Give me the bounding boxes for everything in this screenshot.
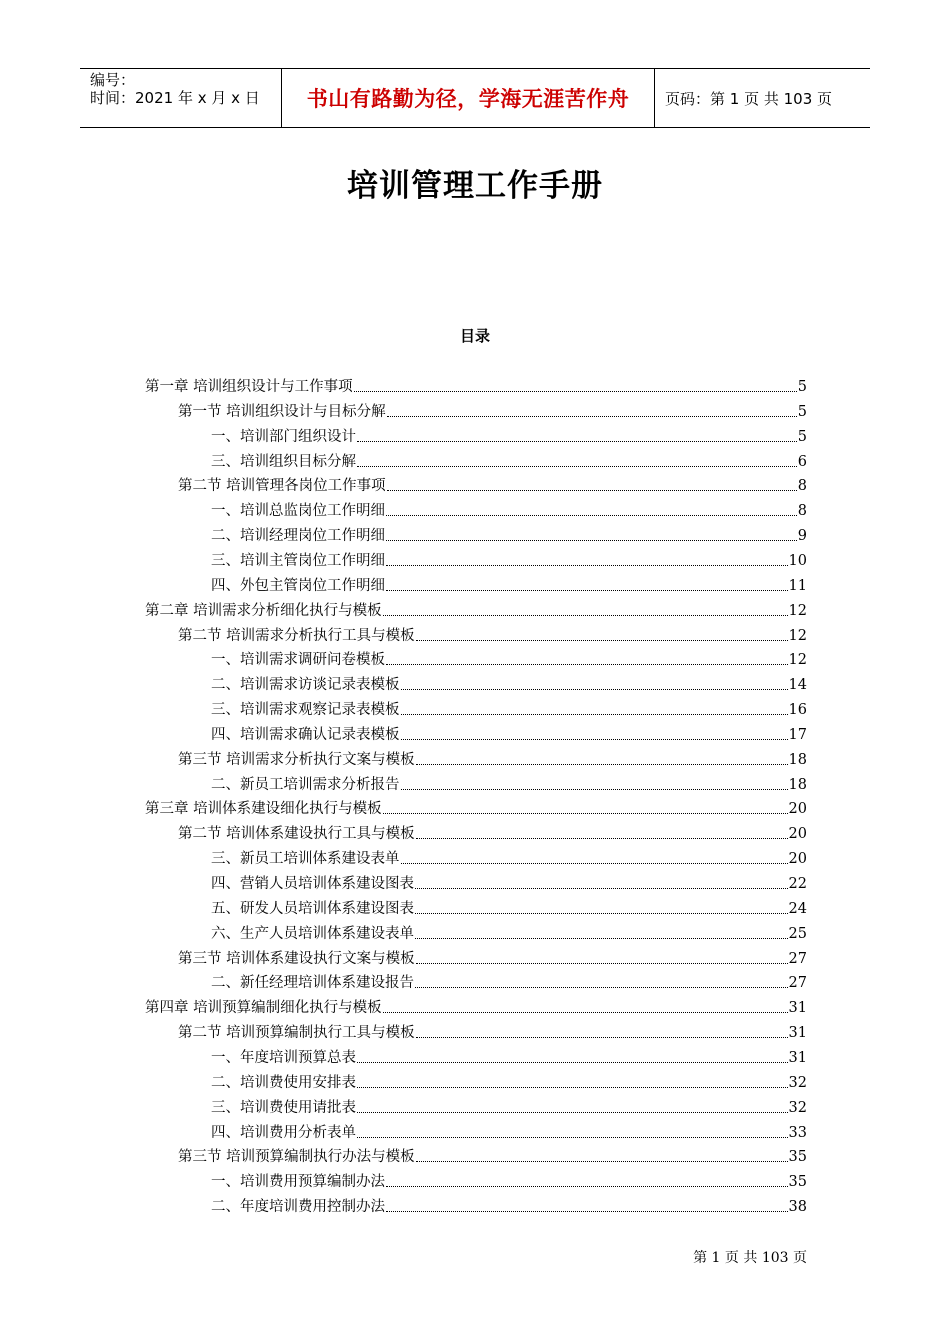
toc-dot-leader: [357, 1112, 788, 1113]
toc-dot-leader: [415, 987, 788, 988]
toc-entry-page: 33: [788, 1124, 807, 1141]
toc-entry[interactable]: [178, 398, 807, 422]
toc-dot-leader: [386, 1186, 788, 1187]
toc-entry-page: 31: [788, 1049, 807, 1066]
toc-entry-title: 四、营销人员培训体系建设图表: [211, 876, 414, 892]
toc-entry[interactable]: [211, 771, 807, 795]
toc-dot-leader: [401, 689, 788, 690]
toc-entry-title: 第三章 培训体系建设细化执行与模板: [145, 801, 382, 818]
toc-dot-leader: [386, 664, 788, 665]
toc-entry-title: 二、培训需求访谈记录表模板: [211, 677, 400, 694]
toc-entry-title: 三、新员工培训体系建设表单: [211, 851, 400, 868]
toc-entry[interactable]: [211, 845, 807, 869]
toc-entry[interactable]: [145, 994, 807, 1018]
toc-entry[interactable]: [211, 572, 807, 596]
toc-entry[interactable]: [178, 622, 807, 646]
toc-dot-leader: [416, 838, 788, 839]
toc-entry-page: 27: [788, 975, 807, 992]
toc-entry-page: 10: [788, 552, 807, 569]
toc-entry-page: 31: [788, 1025, 807, 1042]
toc-entry-page: 16: [788, 702, 807, 719]
toc-entry-title: 二、新任经理培训体系建设报告: [211, 975, 414, 992]
toc-entry[interactable]: [178, 746, 807, 770]
toc-dot-leader: [416, 764, 788, 765]
toc-entry[interactable]: [178, 1143, 807, 1167]
toc-entry-page: 22: [788, 876, 807, 892]
toc-entry[interactable]: [211, 696, 807, 720]
toc-entry[interactable]: [145, 597, 807, 621]
toc-entry-page: 14: [788, 677, 807, 694]
header-motto: 书山有路勤为径，学海无涯苦作舟: [281, 69, 655, 127]
toc-dot-leader: [387, 416, 797, 417]
toc-dot-leader: [401, 789, 788, 790]
toc-dot-leader: [357, 441, 797, 442]
toc-entry-page: 11: [788, 577, 807, 594]
toc-entry-title: 二、新员工培训需求分析报告: [211, 776, 400, 793]
toc-dot-leader: [416, 640, 788, 641]
page-header: [80, 68, 870, 128]
toc-entry-title: 四、培训费用分析表单: [211, 1124, 356, 1141]
toc-dot-leader: [383, 813, 788, 814]
toc-entry-title: 第四章 培训预算编制细化执行与模板: [145, 1000, 382, 1017]
toc-entry-title: 第二章 培训需求分析细化执行与模板: [145, 602, 382, 619]
toc-entry-title: 四、培训需求确认记录表模板: [211, 726, 400, 743]
toc-dot-leader: [401, 863, 788, 864]
toc-entry-page: 5: [797, 403, 807, 420]
toc-entry-title: 第一节 培训组织设计与目标分解: [178, 403, 386, 420]
toc-entry-title: 三、培训组织目标分解: [211, 453, 356, 470]
toc-entry-title: 一、培训费用预算编制办法: [211, 1174, 385, 1191]
toc-entry-page: 31: [788, 1000, 807, 1017]
toc-entry[interactable]: [211, 522, 807, 546]
page-footer: 第 1 页 共 103 页: [693, 1250, 807, 1266]
header-meta: [80, 69, 281, 127]
toc-entry[interactable]: [178, 945, 807, 969]
toc-entry[interactable]: [145, 795, 807, 819]
toc-entry-page: 18: [788, 776, 807, 793]
toc-entry-page: 32: [788, 1099, 807, 1116]
toc-entry[interactable]: [211, 1094, 807, 1118]
toc-entry-page: 38: [788, 1199, 807, 1216]
toc-entry-title: 第三节 培训体系建设执行文案与模板: [178, 950, 415, 967]
toc-entry-title: 第二节 培训需求分析执行工具与模板: [178, 627, 415, 644]
toc-entry[interactable]: [211, 1044, 807, 1068]
toc-entry-title: 四、外包主管岗位工作明细: [211, 577, 385, 594]
toc-dot-leader: [354, 391, 797, 392]
toc-entry-page: 32: [788, 1074, 807, 1091]
toc-entry-page: 5: [797, 428, 807, 445]
toc-entry[interactable]: [211, 895, 807, 919]
toc-entry-title: 第二节 培训管理各岗位工作事项: [178, 478, 386, 495]
toc-entry[interactable]: [211, 969, 807, 993]
toc-entry-page: 8: [797, 478, 807, 495]
document-time-label: 时间：2021 年 x 月 x 日: [90, 89, 260, 107]
toc-entry-title: 第三节 培训需求分析执行文案与模板: [178, 751, 415, 768]
toc-entry-title: 五、研发人员培训体系建设图表: [211, 900, 414, 917]
toc-entry-title: 第三节 培训预算编制执行办法与模板: [178, 1149, 415, 1166]
toc-dot-leader: [416, 1161, 788, 1162]
toc-entry-title: 第二节 培训预算编制执行工具与模板: [178, 1025, 415, 1042]
toc-entry-title: 二、培训费使用安排表: [211, 1074, 356, 1091]
toc-entry[interactable]: [211, 671, 807, 695]
toc-dot-leader: [357, 466, 797, 467]
toc-entry-page: 12: [788, 627, 807, 644]
toc-entry[interactable]: [211, 448, 807, 472]
toc-entry[interactable]: [211, 423, 807, 447]
toc-entry-title: 一、培训部门组织设计: [211, 428, 356, 445]
toc-entry-page: 35: [788, 1174, 807, 1191]
toc-entry-page: 18: [788, 751, 807, 768]
document-number-label: 编号：: [90, 71, 136, 89]
toc-dot-leader: [383, 1012, 788, 1013]
toc-entry-page: 24: [788, 900, 807, 917]
toc-entry-title: 二、年度培训费用控制办法: [211, 1199, 385, 1216]
toc-entry-page: 9: [797, 528, 807, 545]
toc-entry[interactable]: [211, 920, 807, 944]
toc-entry-title: 一、年度培训预算总表: [211, 1049, 356, 1066]
toc-entry[interactable]: [211, 1119, 807, 1143]
toc-entry-page: 35: [788, 1149, 807, 1166]
toc-entry-page: 20: [788, 851, 807, 868]
toc-dot-leader: [386, 565, 788, 566]
toc-entry-title: 三、培训主管岗位工作明细: [211, 552, 385, 569]
toc-entry-page: 8: [797, 503, 807, 520]
toc-entry[interactable]: [178, 472, 807, 496]
toc-entry[interactable]: [211, 1168, 807, 1192]
toc-entry-title: 一、培训总监岗位工作明细: [211, 503, 385, 520]
toc-entry-page: 20: [788, 801, 807, 818]
toc-dot-leader: [416, 963, 788, 964]
toc-dot-leader: [415, 913, 788, 914]
header-page-info: 页码：第 1 页 共 103 页: [665, 89, 833, 108]
toc-entry-page: 12: [788, 602, 807, 619]
toc-entry-page: 6: [797, 453, 807, 470]
toc-dot-leader: [415, 938, 788, 939]
toc-entry-title: 一、培训需求调研问卷模板: [211, 652, 385, 669]
toc-heading: 目录: [459, 327, 490, 345]
toc-dot-leader: [386, 1211, 788, 1212]
toc-dot-leader: [357, 1137, 788, 1138]
toc-dot-leader: [357, 1087, 788, 1088]
toc-entry[interactable]: [211, 1193, 807, 1217]
toc-entry-page: 25: [788, 925, 807, 942]
toc-dot-leader: [383, 615, 788, 616]
toc-entry-page: 20: [788, 826, 807, 843]
toc-entry-page: 5: [797, 379, 807, 395]
toc-entry[interactable]: [178, 1019, 807, 1043]
toc-entry[interactable]: [211, 870, 807, 894]
toc-entry[interactable]: [211, 721, 807, 745]
toc-dot-leader: [357, 1062, 788, 1063]
toc-entry-title: 三、培训需求观察记录表模板: [211, 702, 400, 719]
toc-entry-title: 二、培训经理岗位工作明细: [211, 528, 385, 545]
toc-entry-page: 12: [788, 652, 807, 669]
toc-entry-page: 27: [788, 950, 807, 967]
toc-entry[interactable]: [178, 820, 807, 844]
toc-entry[interactable]: [211, 646, 807, 670]
toc-dot-leader: [416, 1037, 788, 1038]
toc-entry-title: 第二节 培训体系建设执行工具与模板: [178, 826, 415, 843]
toc-entry[interactable]: [211, 497, 807, 521]
toc-dot-leader: [415, 888, 788, 889]
toc-entry-page: 17: [788, 726, 807, 743]
toc-dot-leader: [386, 515, 797, 516]
toc-entry-title: 六、生产人员培训体系建设表单: [211, 925, 414, 942]
toc-dot-leader: [401, 739, 788, 740]
toc-entry[interactable]: [145, 373, 807, 397]
toc-dot-leader: [386, 540, 797, 541]
toc-entry-title: 三、培训费使用请批表: [211, 1099, 356, 1116]
toc-entry[interactable]: [211, 547, 807, 571]
document-title: 培训管理工作手册: [347, 168, 603, 204]
toc-entry-title: 第一章 培训组织设计与工作事项: [145, 379, 353, 395]
toc-dot-leader: [386, 590, 788, 591]
toc-dot-leader: [387, 490, 797, 491]
toc-entry[interactable]: [211, 1069, 807, 1093]
toc-dot-leader: [401, 714, 788, 715]
